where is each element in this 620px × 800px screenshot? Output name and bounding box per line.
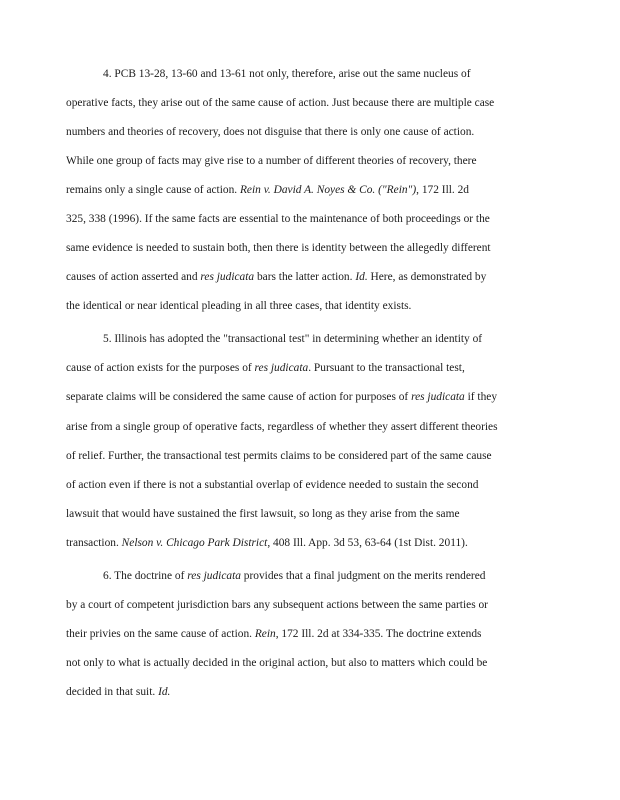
paragraph-4-line-1: 4. PCB 13-28, 13-60 and 13-61 not only, therefore, arise out the same nucleus of <box>103 68 471 80</box>
case-citation-nelson: Nelson v. Chicago Park District <box>121 537 268 549</box>
paragraph-5-line-2: cause of action exists for the purposes of res judicata. Pursuant to the transactional test, <box>66 362 465 374</box>
paragraph-5-line-5: of relief. Further, the transactional test permits claims to be considered part of the same cause <box>66 450 492 462</box>
paragraph-4-line-4: While one group of facts may give rise to a number of different theories of recovery, there <box>66 155 477 167</box>
paragraph-5-line-4: arise from a single group of operative facts, regardless of whether they assert different theories <box>66 421 498 433</box>
paragraph-5-line-8: transaction. Nelson v. Chicago Park District, 408 Ill. App. 3d 53, 63-64 (1st Dist. 2011). <box>66 537 468 549</box>
paragraph-6-line-5: decided in that suit. Id. <box>66 686 171 698</box>
paragraph-6-line-2: by a court of competent jurisdiction bars any subsequent actions between the same parties or <box>66 599 488 611</box>
case-citation-rein: Rein v. David A. Noyes & Co. ("Rein") <box>239 184 417 196</box>
paragraph-6-line-3: their privies on the same cause of action. Rein, 172 Ill. 2d at 334-335. The doctrine extends <box>66 628 482 640</box>
paragraph-6-line-4: not only to what is actually decided in the original action, but also to matters which could be <box>66 657 488 669</box>
paragraph-4-line-9: the identical or near identical pleading in all three cases, that identity exists. <box>66 300 412 312</box>
paragraph-5-line-7: lawsuit that would have sustained the first lawsuit, so long as they arise from the same <box>66 508 460 520</box>
paragraph-4-line-3: numbers and theories of recovery, does not disguise that there is only one cause of action. <box>66 126 475 138</box>
paragraph-4-line-6: 325, 338 (1996). If the same facts are essential to the maintenance of both proceedings or the <box>66 213 490 225</box>
paragraph-5-line-6: of action even if there is not a substantial overlap of evidence needed to sustain the second <box>66 479 479 491</box>
paragraph-4-line-5: remains only a single cause of action. Rein v. David A. Noyes & Co. ("Rein"), 172 Ill. 2d <box>66 184 469 196</box>
paragraph-5-line-3: separate claims will be considered the same cause of action for purposes of res judicata if they <box>66 391 498 403</box>
paragraph-6-line-1: 6. The doctrine of res judicata provides that a final judgment on the merits rendered <box>103 570 486 582</box>
paragraph-4-line-7: same evidence is needed to sustain both, then there is identity between the allegedly different <box>66 242 491 254</box>
paragraph-5-line-1: 5. Illinois has adopted the "transactional test" in determining whether an identity of <box>103 333 483 345</box>
paragraph-4-line-8: causes of action asserted and res judicata bars the latter action. Id. Here, as demonstrated by <box>66 271 487 283</box>
paragraph-4-line-2: operative facts, they arise out of the same cause of action. Just because there are multiple case <box>66 97 495 109</box>
